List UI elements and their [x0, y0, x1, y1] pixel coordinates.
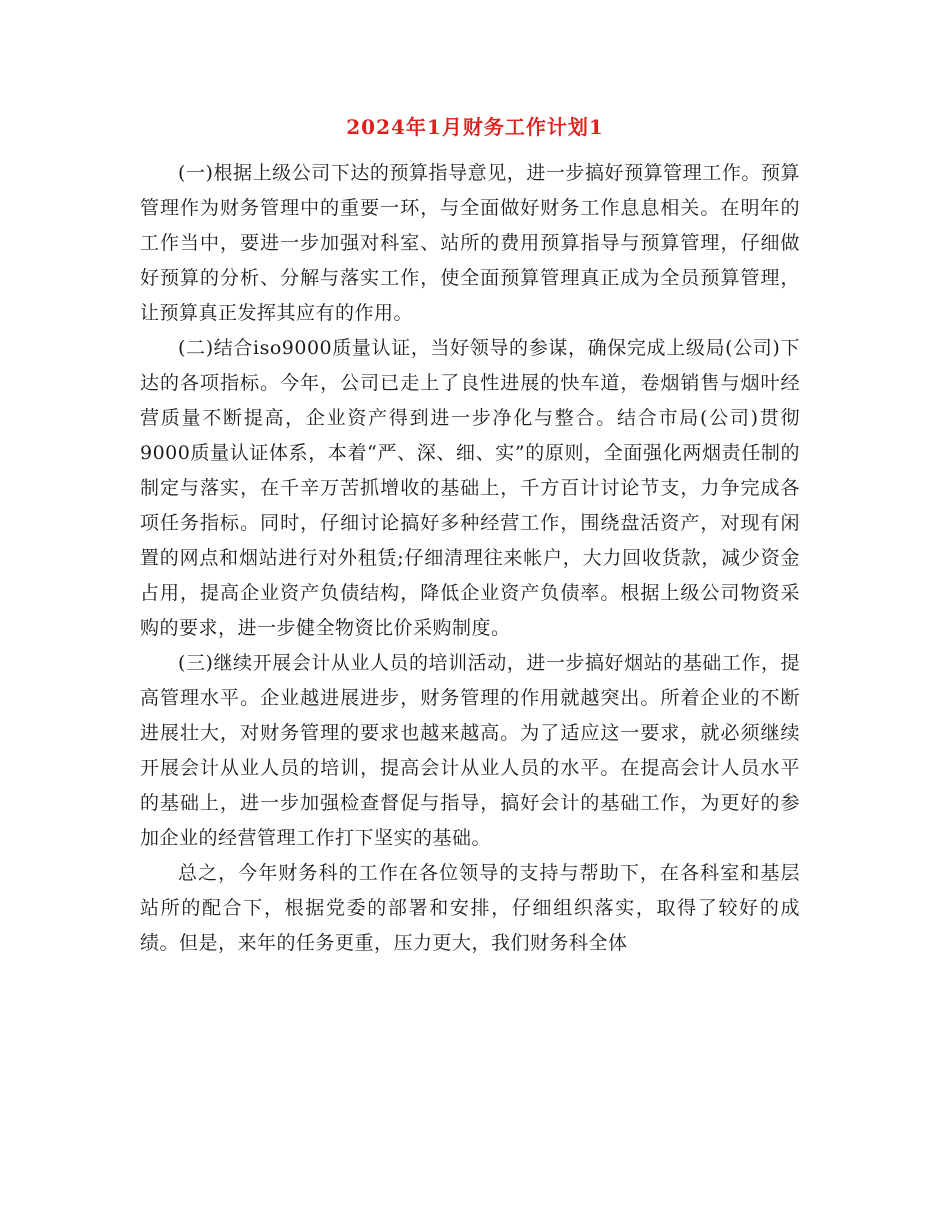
document-body: [140, 156, 800, 961]
paragraph-quality-certification: (二)结合iso9000质量认证，当好领导的参谋，确保完成上级局(公司)下达的各项指标。今年，公司已走上了良性进展的快车道，卷烟销售与烟叶经营质量不断提高，企业资产得到进一步净化与整合。结合市局(公司)贯彻9000质量认证体系，本着“严、深、细、实”的原则，全面强化两烟责任制的制定与落实，在千辛万苦抓增收的基础上，千方百计讨论节支，力争完成各项任务指标。同时，仔细讨论搞好多种经营工作，围绕盘活资产，对现有闲置的网点和烟站进行对外租赁;仔细清理往来帐户，大力回收货款，减少资金占用，提高企业资产负债结构，降低企业资产负债率。根据上级公司物资采购的要求，进一步健全物资比价采购制度。: [140, 337, 800, 639]
paragraph-summary: 总之，今年财务科的工作在各位领导的支持与帮助下，在各科室和基层站所的配合下，根据党委的部署和安排，仔细组织落实，取得了较好的成绩。但是，来年的任务更重，压力更大，我们财务科全体: [140, 862, 800, 954]
paragraph-accountant-training: (三)继续开展会计从业人员的培训活动，进一步搞好烟站的基础工作，提高管理水平。企业越进展进步，财务管理的作用就越突出。所着企业的不断进展壮大，对财务管理的要求也越来越高。为了适应这一要求，就必须继续开展会计从业人员的培训，提高会计从业人员的水平。在提高会计人员水平的基础上，进一步加强检查督促与指导，搞好会计的基础工作，为更好的参加企业的经营管理工作打下坚实的基础。: [140, 652, 800, 849]
paragraph-budget-management: (一)根据上级公司下达的预算指导意见，进一步搞好预算管理工作。预算管理作为财务管理中的重要一环，与全面做好财务工作息息相关。在明年的工作当中，要进一步加强对科室、站所的费用预算指导与预算管理，仔细做好预算的分析、分解与落实工作，使全面预算管理真正成为全员预算管理，让预算真正发挥其应有的作用。: [140, 162, 800, 324]
document-title: 2024年1月财务工作计划1: [346, 115, 604, 139]
